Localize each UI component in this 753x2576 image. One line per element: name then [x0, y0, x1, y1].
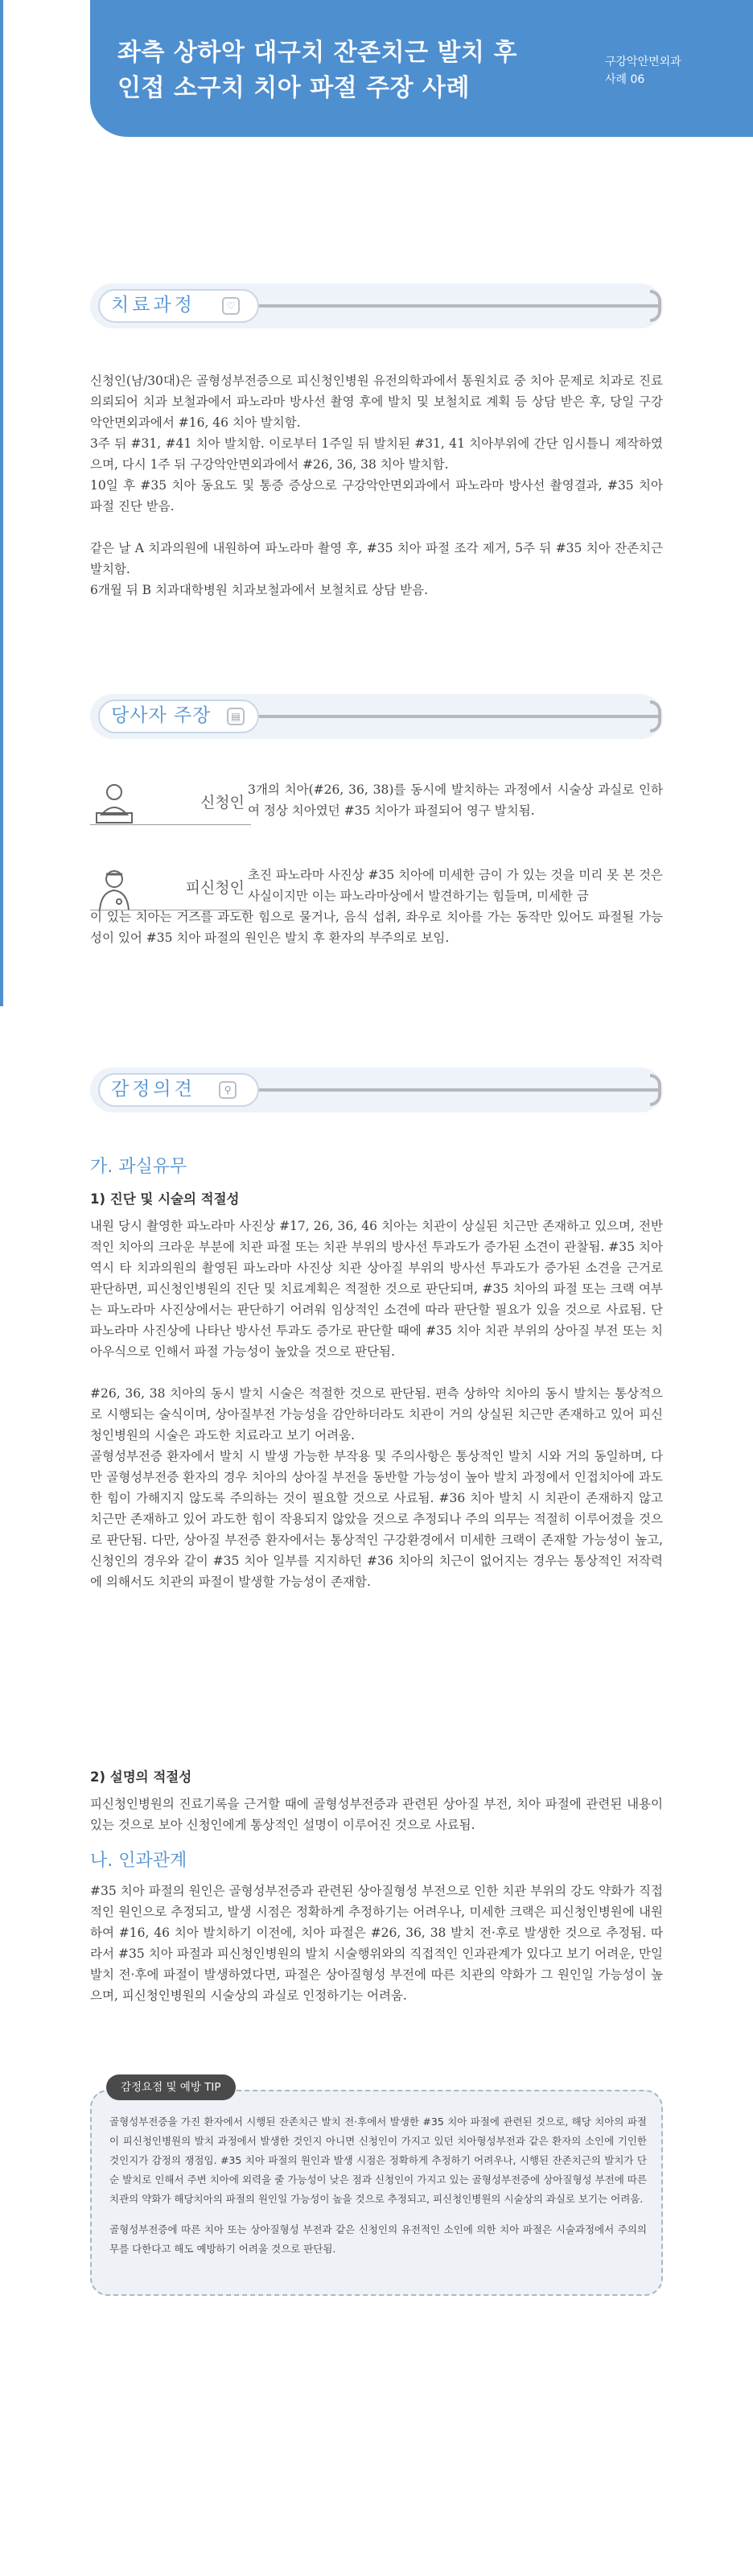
respondent-claim-text: 초진 파노라마 사진상 #35 치아에 미세한 금이 가 있는 것을 미리 못 본 것은 사실이지만 이는 파노라마상에서 발견하기는 힘들며, 미세한 금	[248, 868, 664, 903]
opinion-paragraph: 내원 당시 촬영한 파노라마 사진상 #17, 26, 36, 46 치아는 치관이 상실된 치근만 존재하고 있으며, 전반적인 치아의 크라운 부분에 치관 파절 또는 치관 부위의 방사선 투과도가 증가된 소견이 관찰됨. #35 치아 역시 타 치과의원의 촬영된 파노라마 사진상 치관 상아질 부위의 방사선 투과도가 증가된 소견을 근거로 판단하면, 피신청인병원의 진단 및 치료계획은 적절한 것으로 판단되며, #35 치아의 파절 또는 크랙 여부는 파노라마 사진상에서는 판단하기 어려워 임상적인 소견에 따라 판단할 필요가 있을 것으로 사료됨. 단 파노라마 사진상에 나타난 방사선 투과도 증가로 판단할 때에 #35 치아 치관 부위의 상아질 부전 또는 치아우식으로 인해서 파절 가능성이 높았을 것으로 판단됨.	[90, 1219, 663, 1359]
clipboard-icon: ▤	[227, 708, 245, 725]
opinion-text-2	[90, 1794, 663, 1835]
opinion-paragraph: 골형성부전증 환자에서 발치 시 발생 가능한 부작용 및 주의사항은 통상적인 발치 시와 거의 동일하며, 다만 골형성부전증 환자의 경우 치아의 상아질 부전을 동반할 가능성이 높아 발치 과정에서 인접치아에 과도한 힘이 가해지지 않도록 주의하는 것이 필요할 것으로 사료됨. #36 치아 발치 시 치관이 존재하지 않고 치근만 존재하고 있어 과도한 힘이 작용되지 않았을 것으로 추정되나 주의 의무는 적절히 이루어졌을 것으로 판단됨. 다만, 상아질 부전증 환자에서는 통상적인 구강환경에서 미세한 크랙이 존재할 가능성이 높고, 신청인의 경우와 같이 #35 치아 일부를 지지하던 #36 치아의 치근이 없어지는 경우는 통상적인 저작력에 의해서도 치관의 파절이 발생할 가능성이 존재함.	[90, 1449, 663, 1589]
case-number: 사례 06	[605, 73, 645, 86]
section-banner-claims	[90, 694, 663, 739]
tip-paragraph: 골형성부전증을 가진 환자에서 시행된 잔존치근 발치 전·후에서 발생한 #35 치아 파절에 관련된 것으로, 해당 치아의 파절이 피신청인병원의 발치 과정에서 발생한 것인지 아니면 신청인이 가지고 있던 치아형성부전과 같은 환자의 소인에 기인한 것인지가 감정의 쟁점임. #35 치아 파절의 원인과 발생 시점은 정확하게 추정하기 어려우나, 시행된 잔존치근의 발치가 단순 발치로 인해서 주변 치아에 외력을 줄 가능성이 낮은 점과 신청인이 가지고 있는 골형성부전증에 상아질형성 부전에 따른 치관의 약화가 해당치아의 파절의 원인일 가능성이 높을 것으로 추정되고, 피신청인병원의 시술상의 과실로 보기는 어려움.	[109, 2116, 647, 2205]
opinion-icon: ⚲	[219, 1081, 237, 1099]
treatment-paragraph: 6개월 뒤 B 치과대학병원 치과보철과에서 보철치료 상담 받음.	[90, 583, 429, 597]
department-label: 구강악안면외과	[605, 56, 681, 68]
treatment-paragraph: 3주 뒤 #31, #41 치아 발치함. 이로부터 1주일 뒤 발치된 #31, 41 치아부위에 간단 임시틀니 제작하였으며, 다시 1주 뒤 구강악안면외과에서 #26, 36, 38 치아 발치함.	[90, 436, 663, 472]
applicant-claim-text: 3개의 치아(#26, 36, 38)를 동시에 발치하는 과정에서 시술상 과실로 인하여 정상 치아였던 #35 치아가 파절되어 영구 발치됨.	[248, 782, 663, 818]
subheading-explanation: 2) 설명의 적절성	[90, 1769, 192, 1785]
section-title-opinion: 감정의견	[111, 1079, 195, 1100]
case-title	[117, 35, 568, 106]
treatment-paragraph: 신청인(남/30대)은 골형성부전증으로 피신청인병원 유전의학과에서 통원치료 중 치아 문제로 치과로 진료 의뢰되어 치과 보철과에서 파노라마 방사선 촬영 후에 발치 및 보철치료 계획 등 상담 받은 후, 당일 구강악안면외과에서 #16, 46 치아 발치함.	[90, 374, 663, 430]
tooth-icon: ♡	[222, 297, 240, 315]
section-banner-opinion	[90, 1067, 663, 1113]
opinion-text-3	[90, 1880, 663, 2006]
tip-label: 감정요점 및 예방 TIP	[106, 2074, 236, 2100]
case-title-line-1: 좌측 상하악 대구치 잔존치근 발치 후	[117, 39, 517, 67]
applicant-role: 신청인	[200, 794, 245, 811]
heading-negligence: 가. 과실유무	[90, 1157, 187, 1177]
case-meta	[605, 53, 681, 89]
tip-paragraph: 골형성부전증에 따른 치아 또는 상아질형성 부전과 같은 신청인의 유전적인 소인에 의한 치아 파절은 시술과정에서 주의의무를 다한다고 해도 예방하기 어려울 것으로 판단됨.	[109, 2223, 647, 2255]
side-accent-stripe	[0, 0, 3, 1006]
applicant-figure-icon	[90, 779, 138, 828]
opinion-paragraph: 피신청인병원의 진료기록을 근거할 때에 골형성부전증과 관련된 상아질 부전, 치아 파절에 관련된 내용이 있는 것으로 보아 신청인에게 통상적인 설명이 이루어진 것으로 사료됨.	[90, 1797, 663, 1832]
respondent-claim	[90, 865, 663, 969]
respondent-claim-text-continued: 이 있는 치아는 거즈를 과도한 힘으로 물거나, 음식 섭취, 좌우로 치아를 가는 동작만 있어도 파절될 가능성이 있어 #35 치아 파절의 원인은 발치 후 환자의 부주의로 보임.	[90, 910, 663, 945]
opinion-paragraph: #26, 36, 38 치아의 동시 발치 시술은 적절한 것으로 판단됨. 편측 상하악 치아의 동시 발치는 통상적으로 시행되는 술식이며, 상아질부전 가능성을 감안하더라도 치관이 거의 상실된 치근만 존재하고 있어 피신청인병원의 시술은 과도한 치료라고 보기 어려움.	[90, 1386, 663, 1443]
section-title-claims: 당사자 주장	[111, 705, 212, 726]
respondent-doctor-icon	[90, 865, 138, 913]
tip-text	[109, 2112, 647, 2259]
page-header	[90, 0, 753, 137]
opinion-paragraph: #35 치아 파절의 원인은 골형성부전증과 관련된 상아질형성 부전으로 인한 치관 부위의 강도 약화가 직접적인 원인으로 추정되고, 발생 시점은 정확하게 추정하기는 어려우나, 미세한 크랙은 피신청인병원에 내원하여 #16, 46 치아 발치하기 이전에, 치아 파절은 #26, 36, 38 발치 전·후로 발생한 것으로 추정됨. 따라서 #35 치아 파절과 피신청인병원의 발치 시술행위와의 직접적인 인과관계가 있다고 보기 어려운, 만일 발치 전·후에 파절이 발생하였다면, 파절은 상아질형성 부전에 따른 치관의 약화가 그 원인일 가능성이 높으며, 피신청인병원의 시술상의 과실로 인정하기는 어려움.	[90, 1884, 663, 2003]
section-title-treatment: 치료과정	[111, 295, 195, 316]
respondent-role: 피신청인	[185, 879, 245, 897]
treatment-paragraph: 같은 날 A 치과의원에 내원하여 파노라마 촬영 후, #35 치아 파절 조각 제거, 5주 뒤 #35 치아 잔존치근 발치함.	[90, 541, 663, 576]
opinion-text-1	[90, 1216, 663, 1592]
treatment-text	[90, 370, 663, 601]
case-title-line-2: 인접 소구치 치아 파절 주장 사례	[117, 74, 470, 102]
section-banner-treatment	[90, 283, 663, 328]
applicant-claim	[90, 779, 663, 836]
subheading-diagnosis: 1) 진단 및 시술의 적절성	[90, 1191, 240, 1207]
treatment-paragraph: 10일 후 #35 치아 동요도 및 통증 증상으로 구강악안면외과에서 파노라마 방사선 촬영결과, #35 치아 파절 진단 받음.	[90, 478, 663, 514]
heading-causation: 나. 인과관계	[90, 1851, 187, 1871]
